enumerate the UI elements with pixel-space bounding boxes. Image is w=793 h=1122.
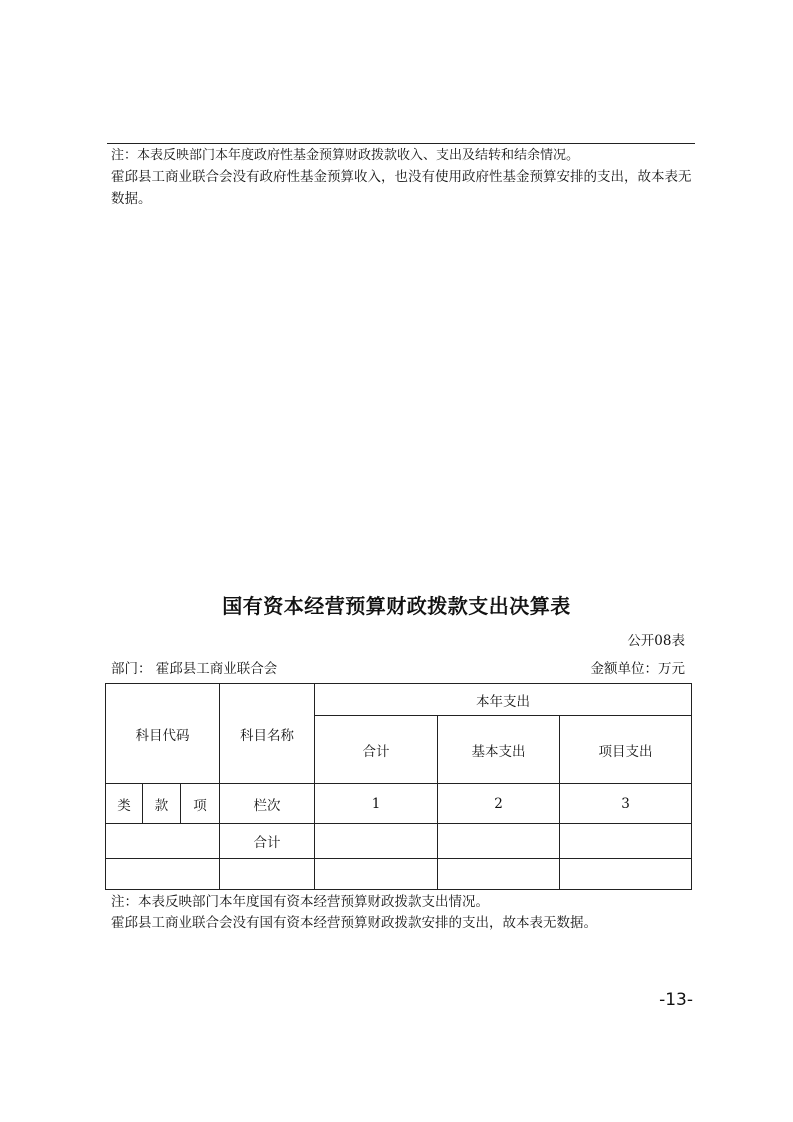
header-item: 项 (181, 784, 220, 824)
expense-table (105, 683, 692, 890)
total-row-code (106, 824, 220, 859)
form-code: 公开08表 (627, 633, 685, 649)
lower-note-line2: 霍邱县工商业联合会没有国有资本经营预算财政拨款安排的支出，故本表无数据。 (111, 915, 597, 931)
empty-row-name (220, 859, 315, 890)
total-row-project (560, 824, 692, 859)
unit-label: 金额单位：万元 (590, 661, 685, 677)
total-row-label: 合计 (220, 824, 315, 859)
header-subject-name: 科目名称 (220, 684, 315, 784)
column-order-3: 3 (560, 784, 692, 824)
header-current-year-expense: 本年支出 (315, 684, 692, 716)
header-subject-code: 科目代码 (106, 684, 220, 784)
column-order-label: 栏次 (220, 784, 315, 824)
total-row-basic (438, 824, 560, 859)
table-title: 国有资本经营预算财政拨款支出决算表 (222, 594, 571, 618)
column-order-1: 1 (315, 784, 438, 824)
upper-note-line2: 霍邱县工商业联合会没有政府性基金预算收入，也没有使用政府性基金预算安排的支出，故本表无数据。 (111, 169, 692, 207)
header-section: 款 (143, 784, 181, 824)
lower-note-line1: 注：本表反映部门本年度国有资本经营预算财政拨款支出情况。 (111, 894, 489, 910)
empty-row-code (106, 859, 220, 890)
upper-note-line1: 注：本表反映部门本年度政府性基金预算财政拨款收入、支出及结转和结余情况。 (111, 148, 580, 163)
department-label: 部门： 霍邱县工商业联合会 (111, 661, 278, 677)
column-order-2: 2 (438, 784, 560, 824)
header-basic-expense: 基本支出 (438, 716, 560, 784)
total-row-total (315, 824, 438, 859)
empty-row-basic (438, 859, 560, 890)
top-rule (107, 143, 695, 144)
empty-row-total (315, 859, 438, 890)
empty-row-project (560, 859, 692, 890)
page-number: -13- (659, 990, 693, 1010)
header-class: 类 (106, 784, 143, 824)
header-project-expense: 项目支出 (560, 716, 692, 784)
header-total: 合计 (315, 716, 438, 784)
